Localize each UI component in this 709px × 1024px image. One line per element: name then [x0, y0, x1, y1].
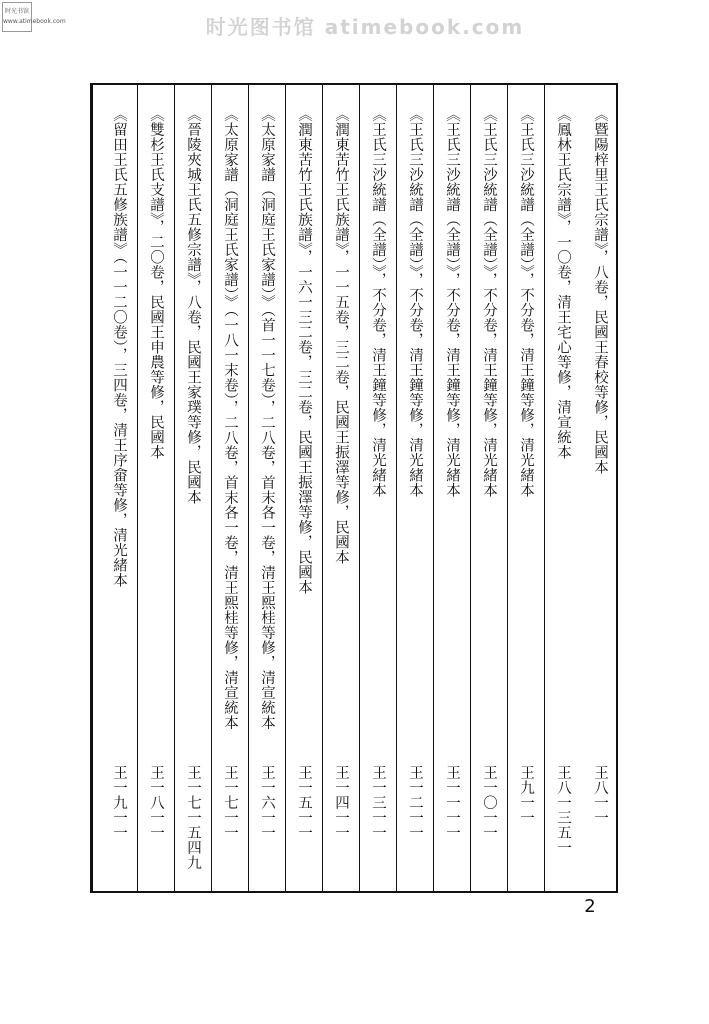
entry-title: 《潤東苦竹王氏族譜》，一一五卷，三二卷，民國王振澤等修，民國本 — [333, 107, 349, 565]
entry-code: 王一三一一 — [370, 765, 386, 840]
entry-code: 王一一一一 — [444, 765, 460, 840]
entry-code: 王一七一一 — [222, 765, 238, 840]
catalog-entry — [359, 85, 396, 891]
catalog-entry — [544, 85, 581, 891]
entry-title: 《晉陵夾城王氏五修宗譜》，八卷，民國王家璞等修，民國本 — [185, 107, 201, 505]
catalog-table — [90, 83, 618, 893]
catalog-entry — [248, 85, 285, 891]
entry-title: 《王氏三沙統譜（全譜）》，不分卷，清王鐘等修，清光緒本 — [481, 107, 497, 498]
entry-title: 《留田王氏五修族譜》（一一二〇卷），三四卷，清王序畲等修，清光緒本 — [111, 107, 127, 588]
catalog-entry — [396, 85, 433, 891]
entry-code: 王一五一一 — [296, 765, 312, 840]
catalog-entry — [322, 85, 359, 891]
entry-code: 王八一三五一 — [555, 765, 571, 855]
library-stamp: 时光书馆 www.atimebook.com — [2, 2, 32, 32]
catalog-entry — [507, 85, 544, 891]
entry-code: 王一二一一 — [407, 765, 423, 840]
entry-code: 王一四一一 — [333, 765, 349, 840]
catalog-entry — [285, 85, 322, 891]
catalog-entry — [211, 85, 248, 891]
entry-title: 《王氏三沙統譜（全譜）》，不分卷，清王鐘等修，清光緒本 — [407, 107, 423, 498]
watermark: 时光图书馆 atimebook.com — [205, 15, 525, 39]
catalog-entry — [92, 85, 137, 891]
catalog-entry — [470, 85, 507, 891]
entry-code: 王一六一一 — [259, 765, 275, 840]
entry-title: 《太原家譜（洞庭王氏家譜）》（一八一末卷），二八卷，首末各一卷，清王熙桂等修，清宣統本 — [222, 107, 238, 731]
entry-code: 王九一一 — [518, 765, 534, 825]
entry-title: 《王氏三沙統譜（全譜）》，不分卷，清王鐘等修，清光緒本 — [518, 107, 534, 498]
entry-code: 王一七一五四九 — [185, 765, 201, 870]
catalog-entry — [174, 85, 211, 891]
entry-title: 《太原家譜（洞庭王氏家譜）》（首一一七卷），二八卷，首末各一卷，清王熙桂等修，清宣統本 — [259, 107, 275, 731]
entry-code: 王一八一一 — [148, 765, 164, 840]
entry-title: 《王氏三沙統譜（全譜）》，不分卷，清王鐘等修，清光緒本 — [444, 107, 460, 498]
page-number: 2 — [584, 896, 596, 917]
entry-title: 《雙杉王氏支譜》，二〇卷，民國王申農等修，民國本 — [148, 107, 164, 460]
entry-code: 王八一一 — [592, 765, 608, 825]
catalog-entry — [581, 85, 618, 891]
entry-title: 《王氏三沙統譜（全譜）》，不分卷，清王鐘等修，清光緒本 — [370, 107, 386, 498]
entry-title: 《鳳林王氏宗譜》，一〇卷，清王宅心等修，清宣統本 — [555, 107, 571, 460]
catalog-entry — [137, 85, 174, 891]
entry-code: 王一九一一 — [111, 765, 127, 840]
entry-code: 王一〇一一 — [481, 765, 497, 840]
catalog-entry — [433, 85, 470, 891]
entry-title: 《暨陽梓里王氏宗譜》，八卷，民國王春校等修，民國本 — [592, 107, 608, 475]
entry-title: 《潤東苦竹王氏族譜》，一六一三二卷，三二卷，民國王振澤等修，民國本 — [296, 107, 312, 595]
